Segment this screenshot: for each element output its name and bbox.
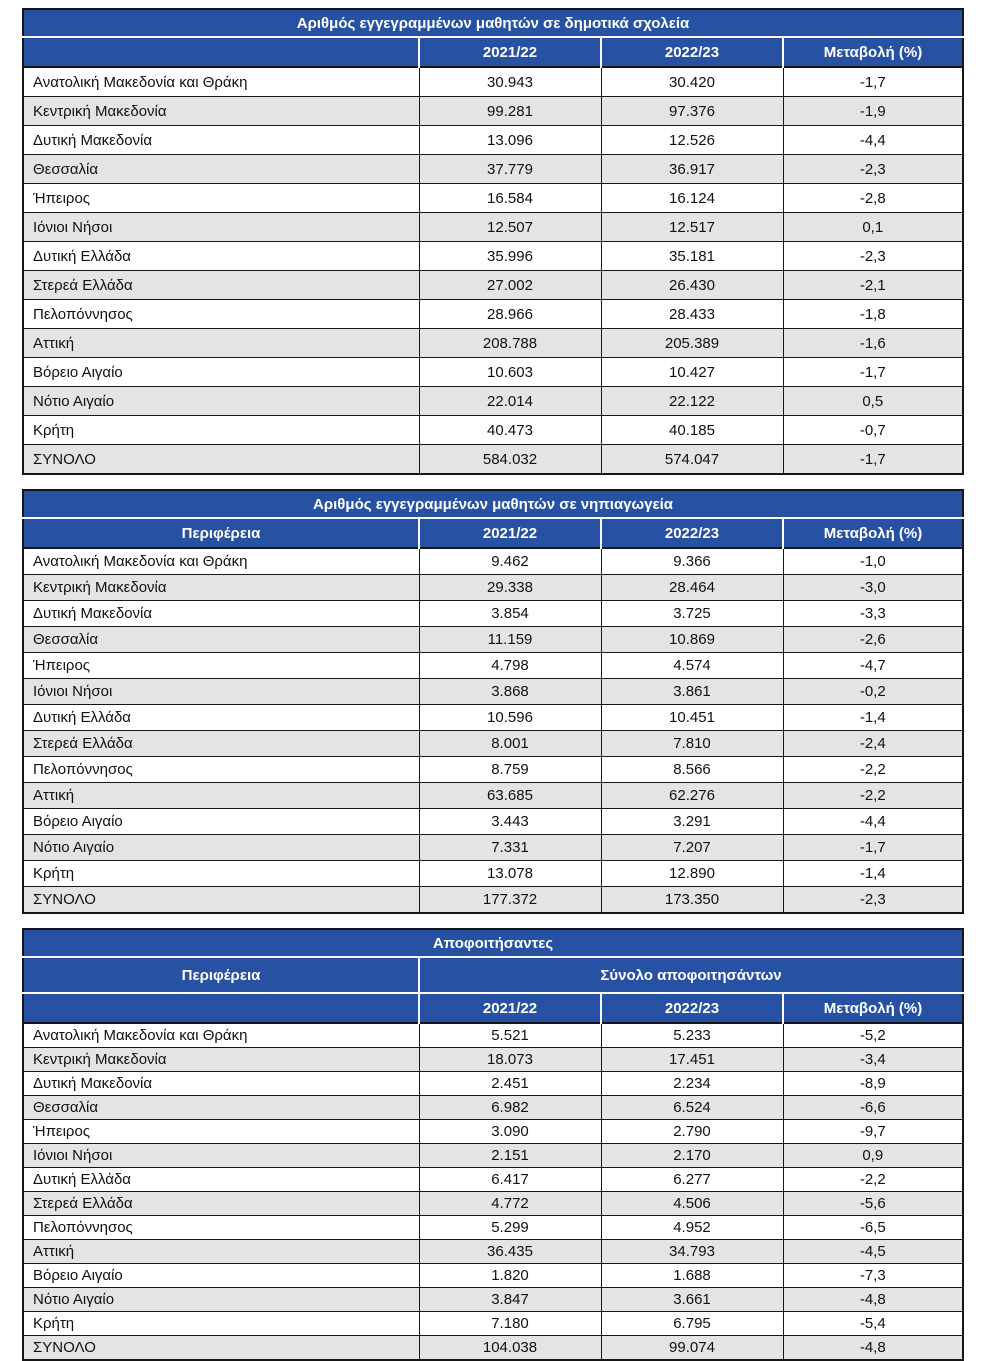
- value-cell: -3,3: [783, 601, 963, 627]
- table-row: [23, 300, 963, 329]
- value-cell: -5,2: [783, 1023, 963, 1048]
- table-header: [23, 490, 963, 548]
- value-cell: 2.451: [419, 1072, 601, 1096]
- value-cell: 6.524: [601, 1096, 783, 1120]
- value-cell: -1,8: [783, 300, 963, 329]
- value-cell: 40.185: [601, 416, 783, 445]
- value-cell: 4.772: [419, 1192, 601, 1216]
- value-cell: -1,6: [783, 329, 963, 358]
- value-cell: 10.603: [419, 358, 601, 387]
- value-cell: 6.277: [601, 1168, 783, 1192]
- table-row: [23, 783, 963, 809]
- region-cell: Θεσσαλία: [23, 1096, 419, 1120]
- value-cell: -2,3: [783, 155, 963, 184]
- value-cell: -3,4: [783, 1048, 963, 1072]
- value-cell: -3,0: [783, 575, 963, 601]
- value-cell: -5,6: [783, 1192, 963, 1216]
- value-cell: 104.038: [419, 1336, 601, 1361]
- value-cell: -2,8: [783, 184, 963, 213]
- table-row: [23, 1120, 963, 1144]
- value-cell: 9.366: [601, 548, 783, 575]
- region-cell: Ανατολική Μακεδονία και Θράκη: [23, 67, 419, 97]
- table-row: [23, 653, 963, 679]
- value-cell: 8.759: [419, 757, 601, 783]
- value-cell: 6.417: [419, 1168, 601, 1192]
- table-title: Αριθμός εγγεγραμμένων μαθητών σε νηπιαγωγεία: [23, 490, 963, 518]
- region-cell: Κεντρική Μακεδονία: [23, 575, 419, 601]
- table-row: [23, 1072, 963, 1096]
- table-graduates: [22, 928, 964, 1361]
- value-cell: -2,2: [783, 757, 963, 783]
- table-row: [23, 97, 963, 126]
- region-cell: Αττική: [23, 329, 419, 358]
- table-row: [23, 835, 963, 861]
- value-cell: -2,3: [783, 887, 963, 914]
- value-cell: -9,7: [783, 1120, 963, 1144]
- value-cell: 3.725: [601, 601, 783, 627]
- value-cell: 11.159: [419, 627, 601, 653]
- value-cell: -2,6: [783, 627, 963, 653]
- value-cell: 3.661: [601, 1288, 783, 1312]
- region-cell: Στερεά Ελλάδα: [23, 731, 419, 757]
- table-header: [23, 929, 963, 1023]
- table-row: [23, 705, 963, 731]
- value-cell: 7.331: [419, 835, 601, 861]
- value-cell: 0,9: [783, 1144, 963, 1168]
- value-cell: 173.350: [601, 887, 783, 914]
- group-column-header: Σύνολο αποφοιτησάντων: [419, 957, 963, 993]
- table-body: [23, 1023, 963, 1360]
- region-cell: ΣΥΝΟΛΟ: [23, 1336, 419, 1361]
- table-row: [23, 1168, 963, 1192]
- table-row: [23, 575, 963, 601]
- table-header: [23, 9, 963, 67]
- value-cell: 28.966: [419, 300, 601, 329]
- table-row: [23, 548, 963, 575]
- value-cell: -1,7: [783, 67, 963, 97]
- value-cell: -0,7: [783, 416, 963, 445]
- region-cell: Ήπειρος: [23, 184, 419, 213]
- table-row: [23, 1048, 963, 1072]
- table-row: [23, 416, 963, 445]
- region-cell: Δυτική Μακεδονία: [23, 1072, 419, 1096]
- value-cell: 208.788: [419, 329, 601, 358]
- value-cell: -6,6: [783, 1096, 963, 1120]
- table-row: [23, 1096, 963, 1120]
- value-cell: 0,1: [783, 213, 963, 242]
- value-cell: 7.207: [601, 835, 783, 861]
- value-cell: 13.078: [419, 861, 601, 887]
- region-cell: Δυτική Ελλάδα: [23, 242, 419, 271]
- region-cell: Κεντρική Μακεδονία: [23, 97, 419, 126]
- value-cell: -4,4: [783, 126, 963, 155]
- value-cell: 30.420: [601, 67, 783, 97]
- region-cell: Νότιο Αιγαίο: [23, 835, 419, 861]
- value-cell: -2,3: [783, 242, 963, 271]
- value-cell: -1,9: [783, 97, 963, 126]
- value-cell: 13.096: [419, 126, 601, 155]
- value-cell: -2,4: [783, 731, 963, 757]
- value-cell: 3.443: [419, 809, 601, 835]
- value-cell: -7,3: [783, 1264, 963, 1288]
- region-cell: Πελοπόννησος: [23, 300, 419, 329]
- table-row: [23, 1192, 963, 1216]
- value-cell: 16.124: [601, 184, 783, 213]
- value-cell: 6.982: [419, 1096, 601, 1120]
- value-cell: 3.847: [419, 1288, 601, 1312]
- value-cell: 36.917: [601, 155, 783, 184]
- column-header-2022-23: 2022/23: [601, 518, 783, 548]
- table-row: [23, 358, 963, 387]
- value-cell: 3.090: [419, 1120, 601, 1144]
- column-header-2021-22: 2021/22: [419, 37, 601, 67]
- region-cell: Αττική: [23, 783, 419, 809]
- column-header-2022-23: 2022/23: [601, 993, 783, 1023]
- region-cell: Νότιο Αιγαίο: [23, 1288, 419, 1312]
- value-cell: -1,4: [783, 705, 963, 731]
- region-cell: Ιόνιοι Νήσοι: [23, 213, 419, 242]
- region-cell: Κρήτη: [23, 416, 419, 445]
- region-column-header: [23, 37, 419, 67]
- value-cell: -2,2: [783, 783, 963, 809]
- value-cell: 3.854: [419, 601, 601, 627]
- total-row: [23, 887, 963, 914]
- value-cell: 10.869: [601, 627, 783, 653]
- table-body: [23, 67, 963, 474]
- total-row: [23, 1336, 963, 1361]
- value-cell: 10.451: [601, 705, 783, 731]
- table-row: [23, 387, 963, 416]
- value-cell: 10.596: [419, 705, 601, 731]
- value-cell: 7.180: [419, 1312, 601, 1336]
- region-cell: ΣΥΝΟΛΟ: [23, 445, 419, 475]
- value-cell: -4,4: [783, 809, 963, 835]
- table-primary-schools: [22, 8, 964, 475]
- value-cell: 97.376: [601, 97, 783, 126]
- value-cell: 574.047: [601, 445, 783, 475]
- table-row: [23, 1216, 963, 1240]
- table-row: [23, 329, 963, 358]
- empty-header-cell: [23, 993, 419, 1023]
- value-cell: 0,5: [783, 387, 963, 416]
- table-row: [23, 155, 963, 184]
- value-cell: 177.372: [419, 887, 601, 914]
- value-cell: 7.810: [601, 731, 783, 757]
- value-cell: 35.996: [419, 242, 601, 271]
- table-row: [23, 1240, 963, 1264]
- region-cell: Δυτική Ελλάδα: [23, 1168, 419, 1192]
- value-cell: 12.526: [601, 126, 783, 155]
- value-cell: 62.276: [601, 783, 783, 809]
- table-row: [23, 271, 963, 300]
- value-cell: 584.032: [419, 445, 601, 475]
- value-cell: -2,1: [783, 271, 963, 300]
- value-cell: 6.795: [601, 1312, 783, 1336]
- value-cell: 37.779: [419, 155, 601, 184]
- table-body: [23, 548, 963, 913]
- column-header-change: Μεταβολή (%): [783, 518, 963, 548]
- table-row: [23, 601, 963, 627]
- region-cell: Δυτική Μακεδονία: [23, 601, 419, 627]
- region-cell: Θεσσαλία: [23, 627, 419, 653]
- value-cell: 2.151: [419, 1144, 601, 1168]
- region-column-header: Περιφέρεια: [23, 518, 419, 548]
- value-cell: 2.234: [601, 1072, 783, 1096]
- region-cell: Βόρειο Αιγαίο: [23, 1264, 419, 1288]
- table-row: [23, 757, 963, 783]
- value-cell: 34.793: [601, 1240, 783, 1264]
- value-cell: 4.506: [601, 1192, 783, 1216]
- value-cell: 12.507: [419, 213, 601, 242]
- region-cell: Δυτική Μακεδονία: [23, 126, 419, 155]
- value-cell: 12.890: [601, 861, 783, 887]
- table-row: [23, 1264, 963, 1288]
- value-cell: 28.464: [601, 575, 783, 601]
- value-cell: 26.430: [601, 271, 783, 300]
- table-row: [23, 126, 963, 155]
- value-cell: 9.462: [419, 548, 601, 575]
- region-cell: ΣΥΝΟΛΟ: [23, 887, 419, 914]
- table-row: [23, 242, 963, 271]
- value-cell: -2,2: [783, 1168, 963, 1192]
- region-cell: Νότιο Αιγαίο: [23, 387, 419, 416]
- value-cell: 28.433: [601, 300, 783, 329]
- value-cell: 8.566: [601, 757, 783, 783]
- value-cell: 99.074: [601, 1336, 783, 1361]
- value-cell: 22.122: [601, 387, 783, 416]
- value-cell: 5.299: [419, 1216, 601, 1240]
- value-cell: 2.170: [601, 1144, 783, 1168]
- value-cell: 8.001: [419, 731, 601, 757]
- column-header-2021-22: 2021/22: [419, 993, 601, 1023]
- table-row: [23, 679, 963, 705]
- value-cell: 22.014: [419, 387, 601, 416]
- value-cell: 1.688: [601, 1264, 783, 1288]
- column-header-2022-23: 2022/23: [601, 37, 783, 67]
- value-cell: 99.281: [419, 97, 601, 126]
- region-cell: Ήπειρος: [23, 653, 419, 679]
- value-cell: 2.790: [601, 1120, 783, 1144]
- value-cell: 17.451: [601, 1048, 783, 1072]
- value-cell: 16.584: [419, 184, 601, 213]
- value-cell: -4,7: [783, 653, 963, 679]
- value-cell: 4.952: [601, 1216, 783, 1240]
- value-cell: 63.685: [419, 783, 601, 809]
- total-row: [23, 445, 963, 475]
- value-cell: 4.798: [419, 653, 601, 679]
- value-cell: 5.521: [419, 1023, 601, 1048]
- region-cell: Πελοπόννησος: [23, 757, 419, 783]
- value-cell: 36.435: [419, 1240, 601, 1264]
- region-cell: Κεντρική Μακεδονία: [23, 1048, 419, 1072]
- table-row: [23, 1023, 963, 1048]
- region-cell: Αττική: [23, 1240, 419, 1264]
- table-row: [23, 213, 963, 242]
- value-cell: 29.338: [419, 575, 601, 601]
- value-cell: 5.233: [601, 1023, 783, 1048]
- value-cell: 40.473: [419, 416, 601, 445]
- value-cell: 1.820: [419, 1264, 601, 1288]
- table-title: Αποφοιτήσαντες: [23, 929, 963, 957]
- value-cell: -8,9: [783, 1072, 963, 1096]
- value-cell: 30.943: [419, 67, 601, 97]
- column-header-change: Μεταβολή (%): [783, 993, 963, 1023]
- value-cell: -1,0: [783, 548, 963, 575]
- value-cell: -0,2: [783, 679, 963, 705]
- region-cell: Στερεά Ελλάδα: [23, 271, 419, 300]
- value-cell: 18.073: [419, 1048, 601, 1072]
- region-cell: Ανατολική Μακεδονία και Θράκη: [23, 1023, 419, 1048]
- table-row: [23, 861, 963, 887]
- table-kindergartens: [22, 489, 964, 914]
- value-cell: -1,7: [783, 835, 963, 861]
- region-cell: Ιόνιοι Νήσοι: [23, 1144, 419, 1168]
- region-cell: Δυτική Ελλάδα: [23, 705, 419, 731]
- value-cell: 3.291: [601, 809, 783, 835]
- value-cell: -4,5: [783, 1240, 963, 1264]
- value-cell: 27.002: [419, 271, 601, 300]
- table-row: [23, 809, 963, 835]
- column-header-2021-22: 2021/22: [419, 518, 601, 548]
- value-cell: 205.389: [601, 329, 783, 358]
- value-cell: -1,7: [783, 445, 963, 475]
- table-row: [23, 67, 963, 97]
- value-cell: -6,5: [783, 1216, 963, 1240]
- region-cell: Θεσσαλία: [23, 155, 419, 184]
- table-row: [23, 1144, 963, 1168]
- table-row: [23, 627, 963, 653]
- region-cell: Βόρειο Αιγαίο: [23, 358, 419, 387]
- table-title: Αριθμός εγγεγραμμένων μαθητών σε δημοτικά σχολεία: [23, 9, 963, 37]
- value-cell: -4,8: [783, 1336, 963, 1361]
- value-cell: 10.427: [601, 358, 783, 387]
- region-cell: Πελοπόννησος: [23, 1216, 419, 1240]
- value-cell: 12.517: [601, 213, 783, 242]
- region-cell: Ανατολική Μακεδονία και Θράκη: [23, 548, 419, 575]
- region-cell: Βόρειο Αιγαίο: [23, 809, 419, 835]
- value-cell: 4.574: [601, 653, 783, 679]
- region-cell: Ιόνιοι Νήσοι: [23, 679, 419, 705]
- value-cell: -4,8: [783, 1288, 963, 1312]
- region-cell: Κρήτη: [23, 1312, 419, 1336]
- value-cell: 3.861: [601, 679, 783, 705]
- value-cell: 3.868: [419, 679, 601, 705]
- value-cell: -1,7: [783, 358, 963, 387]
- table-row: [23, 1312, 963, 1336]
- region-cell: Ήπειρος: [23, 1120, 419, 1144]
- table-row: [23, 184, 963, 213]
- region-cell: Κρήτη: [23, 861, 419, 887]
- region-column-header: Περιφέρεια: [23, 957, 419, 993]
- table-row: [23, 731, 963, 757]
- value-cell: -5,4: [783, 1312, 963, 1336]
- value-cell: 35.181: [601, 242, 783, 271]
- value-cell: -1,4: [783, 861, 963, 887]
- column-header-change: Μεταβολή (%): [783, 37, 963, 67]
- region-cell: Στερεά Ελλάδα: [23, 1192, 419, 1216]
- table-row: [23, 1288, 963, 1312]
